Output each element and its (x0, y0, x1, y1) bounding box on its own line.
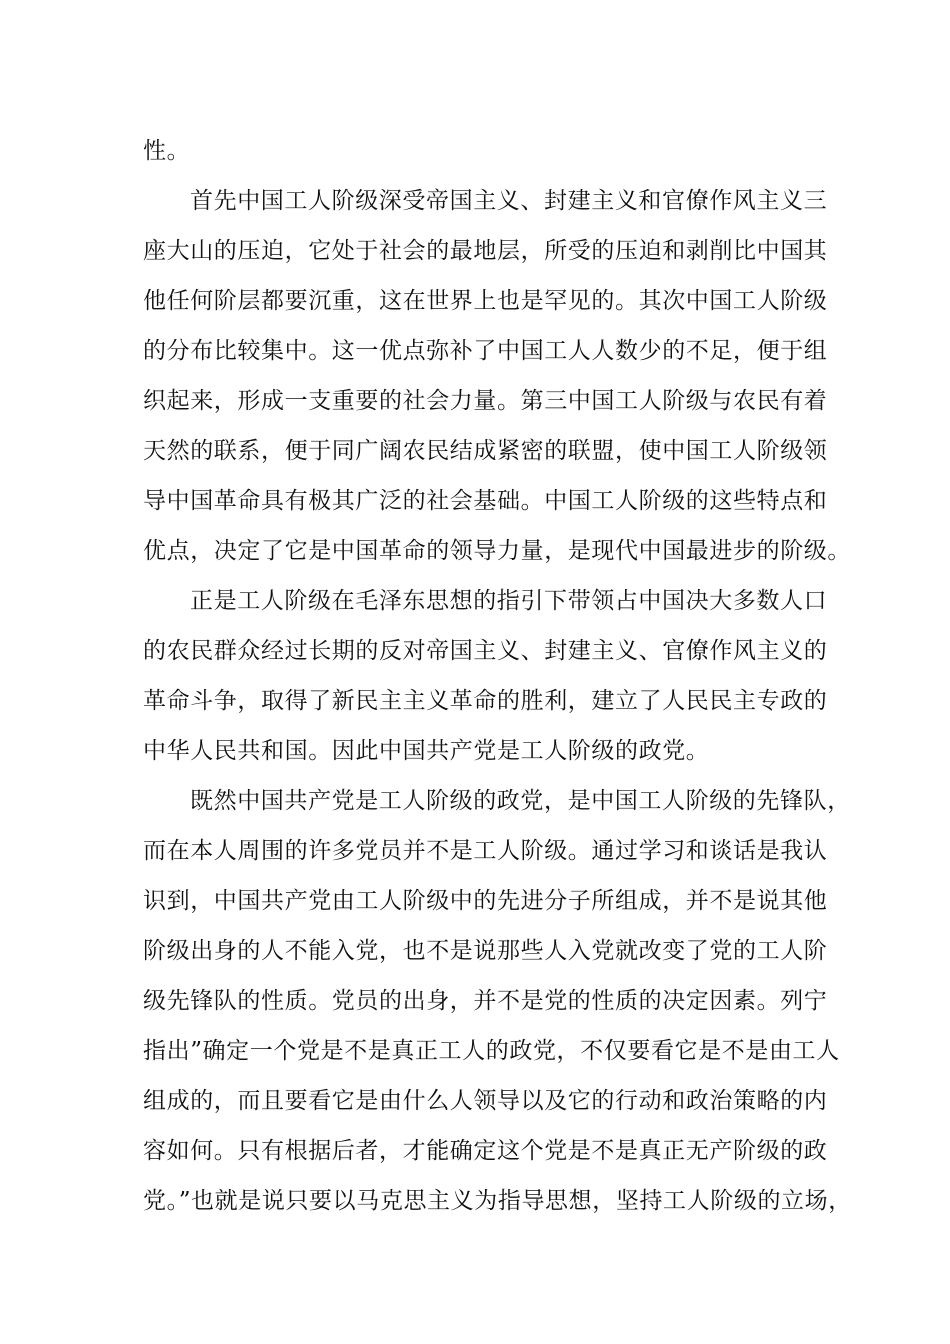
text-line: 识到，中国共产党由工人阶级中的先进分子所组成，并不是说其他 (143, 888, 828, 914)
text-line: 阶级出身的人不能入党，也不是说那些人入党就改变了党的工人阶 (143, 938, 828, 964)
text-line: 性。 (143, 138, 191, 164)
text-line: 而在本人周围的许多党员并不是工人阶级。通过学习和谈话是我认 (143, 838, 828, 864)
text-line: 织起来，形成一支重要的社会力量。第三中国工人阶级与农民有着 (143, 388, 828, 414)
text-line: 优点，决定了它是中国革命的领导力量，是现代中国最进步的阶级。 (143, 538, 851, 564)
text-line: 党。”也就是说只要以马克思主义为指导思想，坚持工人阶级的立场， (143, 1188, 852, 1214)
text-line: 中华人民共和国。因此中国共产党是工人阶级的政党。 (143, 738, 710, 764)
text-line: 指出”确定一个党是不是真正工人的政党，不仅要看它是不是由工人 (143, 1038, 840, 1064)
text-line: 的农民群众经过长期的反对帝国主义、封建主义、官僚作风主义的 (143, 638, 828, 664)
text-line: 天然的联系，便于同广阔农民结成紧密的联盟，使中国工人阶级领 (143, 438, 828, 464)
body-text (143, 126, 852, 1226)
paragraph-first-line: 正是工人阶级在毛泽东思想的指引下带领占中国决大多数人口 (190, 588, 828, 614)
text-line: 导中国革命具有极其广泛的社会基础。中国工人阶级的这些特点和 (143, 488, 828, 514)
text-line: 座大山的压迫，它处于社会的最地层，所受的压迫和剥削比中国其 (143, 238, 828, 264)
text-line: 革命斗争，取得了新民主主义革命的胜利，建立了人民民主专政的 (143, 688, 828, 714)
text-line: 组成的，而且要看它是由什么人领导以及它的行动和政治策略的内 (143, 1088, 828, 1114)
text-line: 容如何。只有根据后者，才能确定这个党是不是真正无产阶级的政 (143, 1138, 828, 1164)
paragraph-first-line: 既然中国共产党是工人阶级的政党，是中国工人阶级的先锋队， (190, 788, 851, 814)
paragraph-first-line: 首先中国工人阶级深受帝国主义、封建主义和官僚作风主义三 (190, 188, 828, 214)
text-line: 他任何阶层都要沉重，这在世界上也是罕见的。其次中国工人阶级 (143, 288, 828, 314)
text-line: 的分布比较集中。这一优点弥补了中国工人人数少的不足，便于组 (143, 338, 828, 364)
text-line: 级先锋队的性质。党员的出身，并不是党的性质的决定因素。列宁 (143, 988, 828, 1014)
